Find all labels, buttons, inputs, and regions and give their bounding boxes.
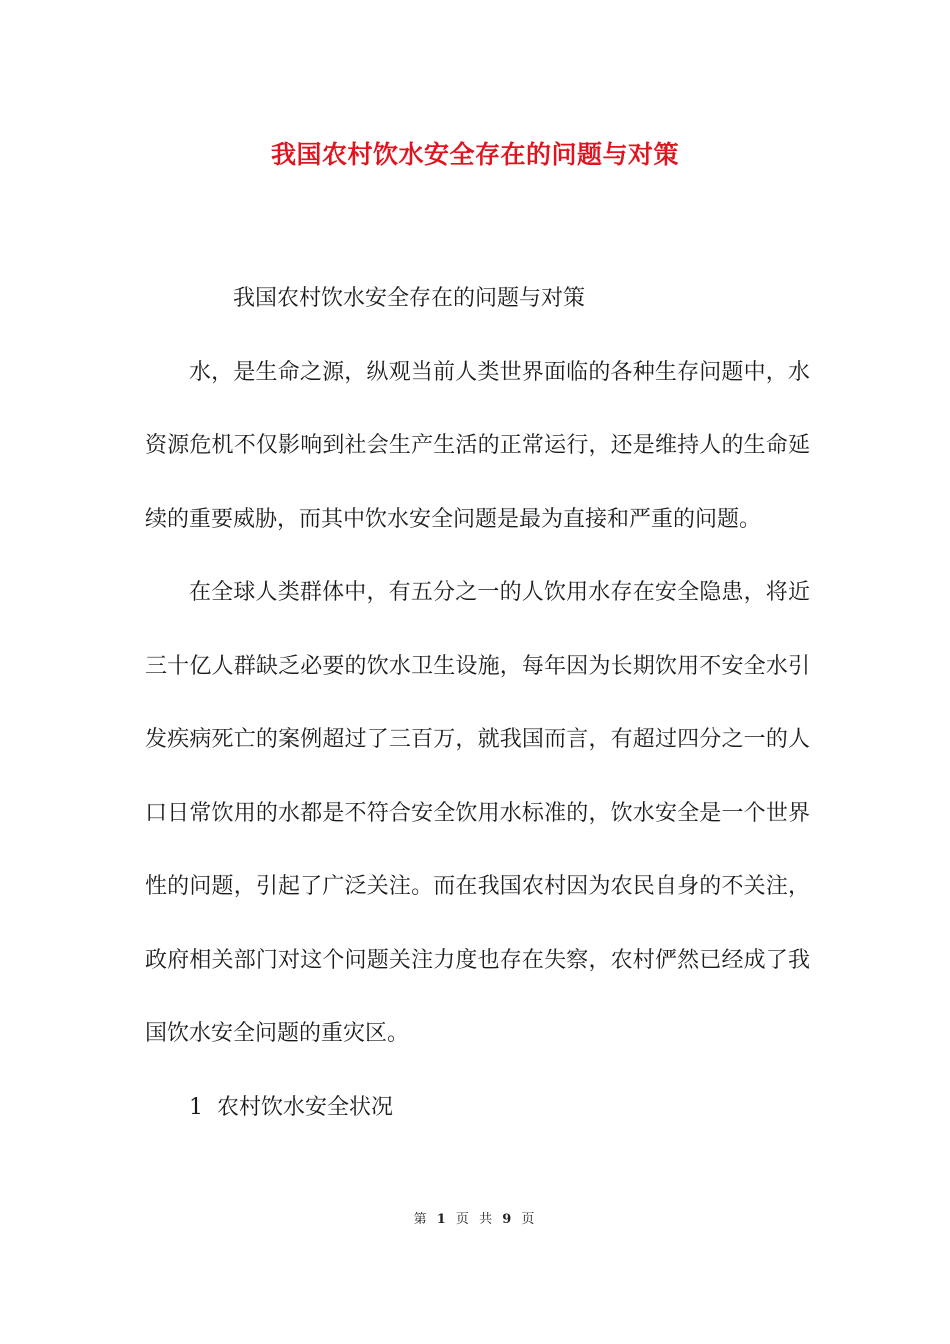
footer-total-unit: 页 <box>521 1212 537 1227</box>
section-heading: 1 农村饮水安全状况 <box>189 1094 393 1120</box>
page-footer <box>0 1208 950 1227</box>
footer-total-pages: 9 <box>502 1212 514 1227</box>
paragraph-2: 在全球人类群体中，有五分之一的人饮用水存在安全隐患，将近三十亿人群缺乏必要的饮水卫生设施，每年因为长期饮用不安全水引发疾病死亡的案例超过了三百万，就我国而言，有超过四分之一的人口日常饮用的水都是不符合安全饮用水标准的，饮水安全是一个世界性的问题，引起了广泛关注。而在我国农村因为农民自身的不关注，政府相关部门对这个问题关注力度也存在失察，农村俨然已经成了我国饮水安全问题的重灾区。 <box>145 580 810 1046</box>
subtitle: 我国农村饮水安全存在的问题与对策 <box>233 286 586 311</box>
footer-page-unit: 页 <box>455 1212 471 1227</box>
paragraph-1: 水，是生命之源，纵观当前人类世界面临的各种生存问题中，水资源危机不仅影响到社会生产生活的正常运行，还是维持人的生命延续的重要威胁，而其中饮水安全问题是最为直接和严重的问题。 <box>145 359 810 532</box>
document-body <box>145 262 810 1144</box>
footer-prefix: 第 <box>413 1212 429 1227</box>
document-title: 我国农村饮水安全存在的问题与对策 <box>270 140 679 169</box>
footer-total-prefix: 共 <box>479 1212 495 1227</box>
footer-page-number: 1 <box>436 1212 448 1227</box>
